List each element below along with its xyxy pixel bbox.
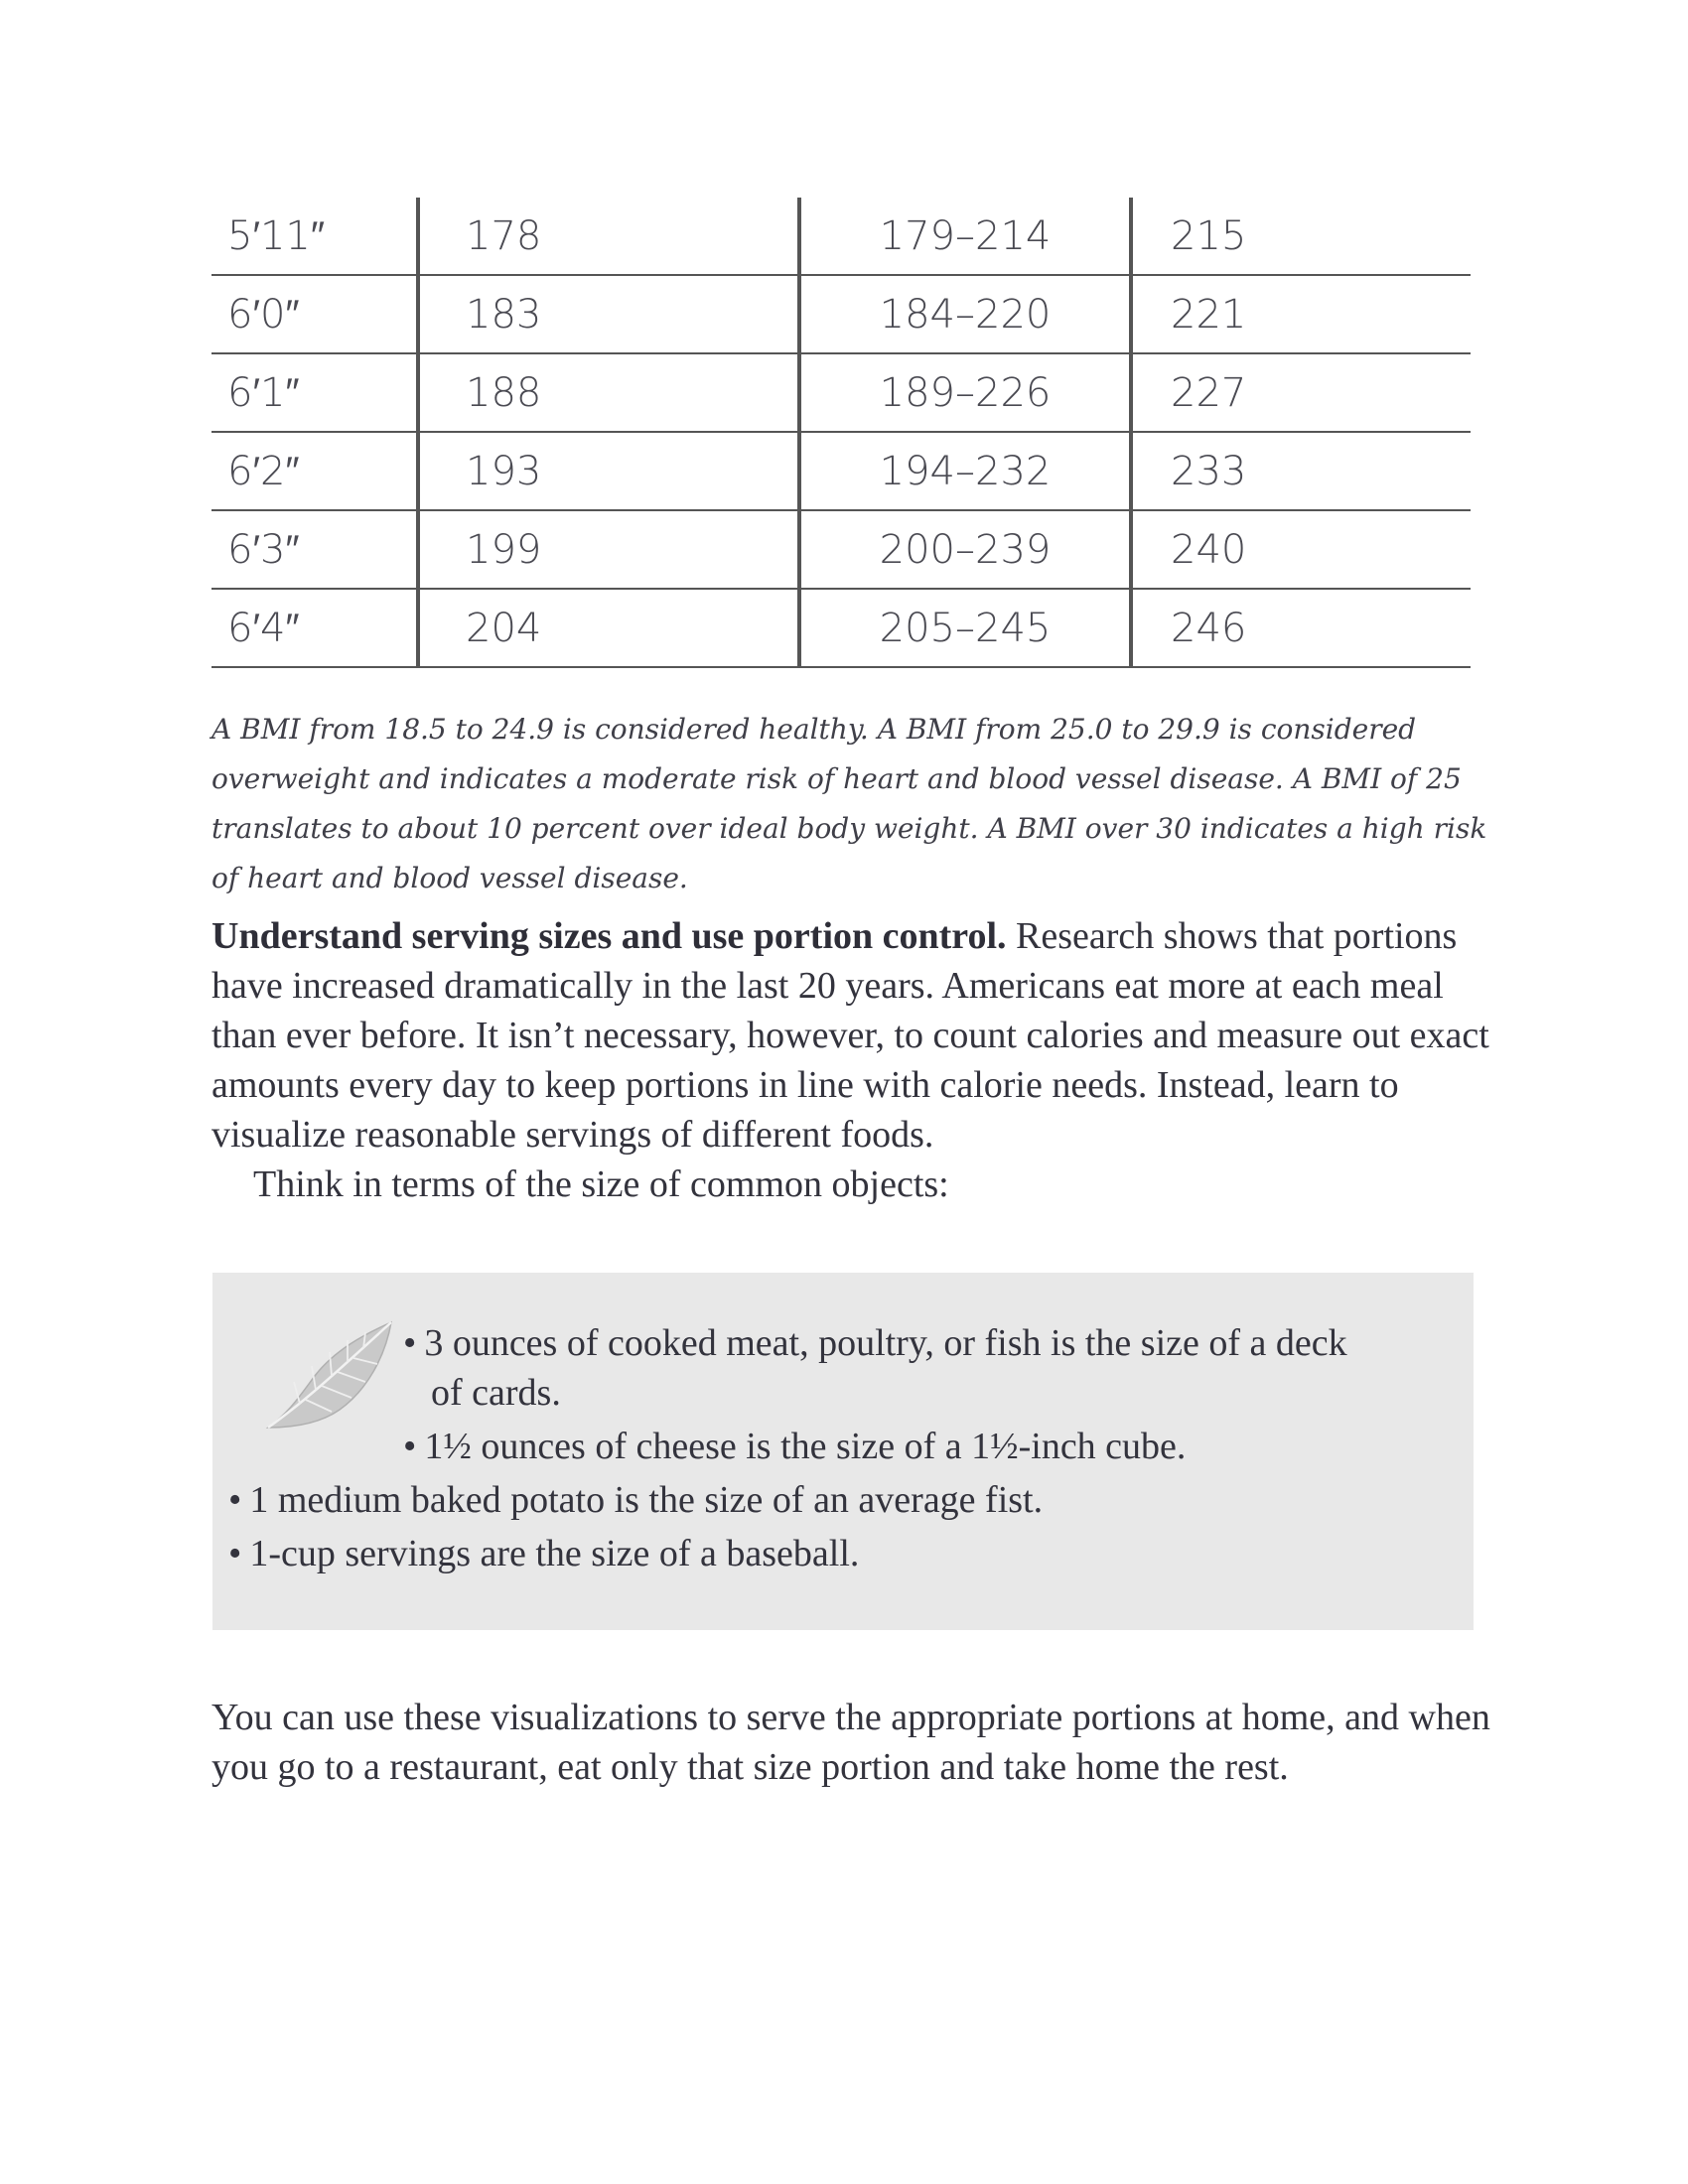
height-cell: 6′3″ [211,511,418,590]
table-row [211,276,1471,354]
bullet-item-cheese [403,1422,1446,1471]
closing-paragraph: You can use these visualizations to serve the appropriate portions at home, and when you go to a restaurant, eat only that size portion and take home the rest. [211,1697,1490,1788]
obese-min-cell: 246 [1131,590,1471,668]
bullet-glyph: • [403,1426,417,1467]
portion-control-paragraph [211,911,1492,1160]
bmi-weight-table [211,198,1471,668]
bullet-item-potato [228,1475,1420,1525]
obese-min-cell: 227 [1131,354,1471,433]
bullet-item-meat [403,1318,1446,1418]
overweight-range-cell: 179–214 [799,198,1131,276]
table-row [211,354,1471,433]
healthy-max-cell: 188 [418,354,799,433]
table-row [211,590,1471,668]
overweight-range-cell: 189–226 [799,354,1131,433]
overweight-range-cell: 205–245 [799,590,1131,668]
bullet-text: 1-cup servings are the size of a baseball. [249,1533,860,1574]
healthy-max-cell: 178 [418,198,799,276]
bullet-text: 1 medium baked potato is the size of an average fist. [249,1479,1044,1521]
objects-intro: Think in terms of the size of common objects: [253,1163,949,1205]
height-cell: 6′1″ [211,354,418,433]
height-cell: 6′0″ [211,276,418,354]
obese-min-cell: 240 [1131,511,1471,590]
healthy-max-cell: 204 [418,590,799,668]
bullet-item-cup [228,1529,1420,1578]
table-row [211,198,1471,276]
serving-size-callout [212,1273,1474,1630]
overweight-range-cell: 200–239 [799,511,1131,590]
obese-min-cell: 233 [1131,433,1471,511]
overweight-range-cell: 194–232 [799,433,1131,511]
bullet-text-continued: of cards. [431,1372,561,1414]
leaf-icon [260,1316,399,1435]
bullet-text: 3 ounces of cooked meat, poultry, or fish is the size of a deck [424,1322,1347,1364]
section-heading: Understand serving sizes and use portion control. [211,915,1007,957]
bullet-glyph: • [228,1479,242,1521]
table-row [211,433,1471,511]
height-cell: 5′11″ [211,198,418,276]
height-cell: 6′2″ [211,433,418,511]
healthy-max-cell: 193 [418,433,799,511]
table-row [211,511,1471,590]
section-paragraph: Research shows that portions have increased dramatically in the last 20 years. Americans eat more at each meal than ever before. It isn’t necessary, however, to count calories and measure out exact amounts every day to keep portions in line with calorie needs. Instead, learn to visualize reasonable servings of different foods. [211,915,1489,1156]
healthy-max-cell: 183 [418,276,799,354]
obese-min-cell: 221 [1131,276,1471,354]
healthy-max-cell: 199 [418,511,799,590]
obese-min-cell: 215 [1131,198,1471,276]
bullet-glyph: • [403,1322,417,1364]
bullet-glyph: • [228,1533,242,1574]
bmi-note: A BMI from 18.5 to 24.9 is considered healthy. A BMI from 25.0 to 29.9 is considered overweight and indicates a moderate risk of heart and blood vessel disease. A BMI of 25 translates to about 10 percent over ideal body weight. A BMI over 30 indicates a high risk of heart and blood vessel disease. [211,713,1487,894]
height-cell: 6′4″ [211,590,418,668]
overweight-range-cell: 184–220 [799,276,1131,354]
bullet-text: 1½ ounces of cheese is the size of a 1½-inch cube. [424,1426,1187,1467]
